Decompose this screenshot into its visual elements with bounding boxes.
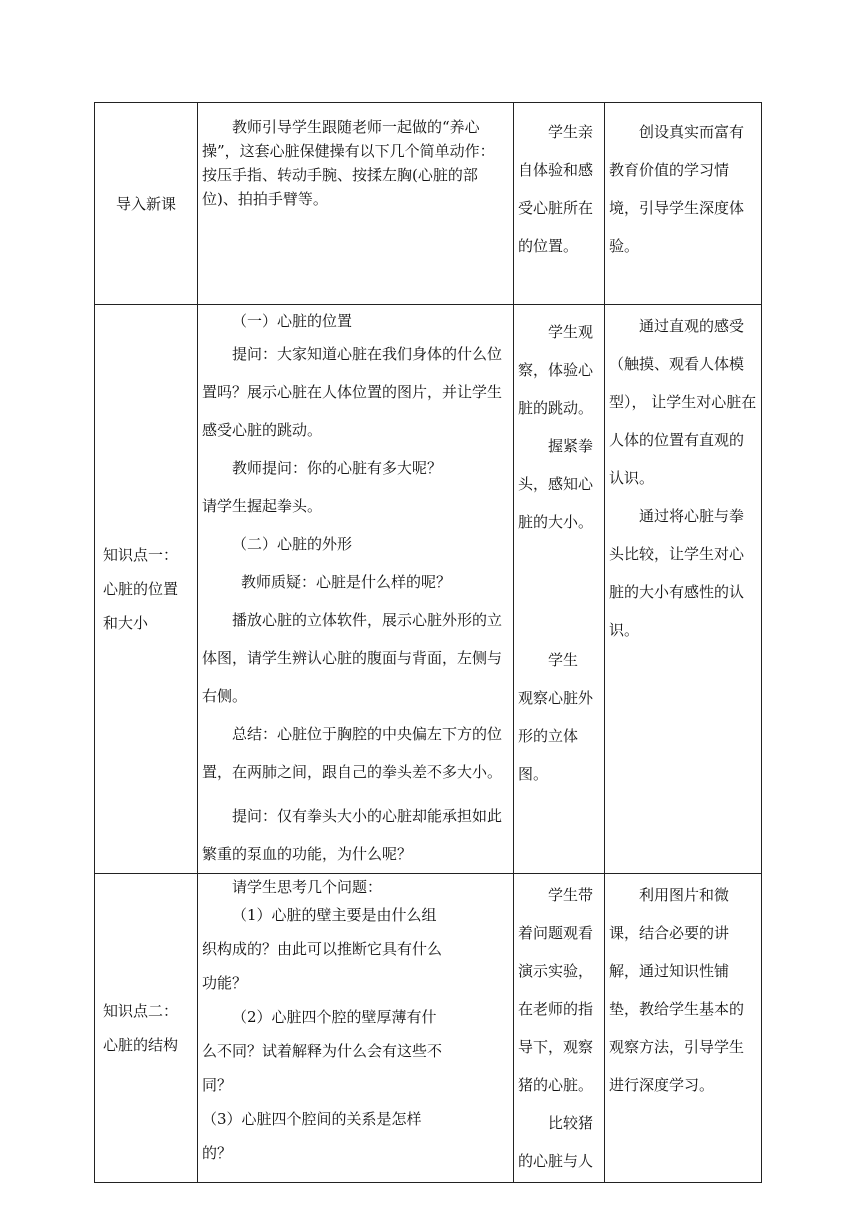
stage-cell [95, 103, 198, 305]
activity-text: 请学生握起拳头。 [202, 497, 323, 515]
activity-text: 的？ [202, 1144, 233, 1162]
design-intent-cell [605, 305, 762, 874]
student-text: 握紧拳头，感知心脏的大小。 [518, 437, 594, 531]
student-text: 学生观察，体验心脏的跳动。 [518, 323, 594, 417]
stage-label: 心脏的结构 [103, 1036, 179, 1054]
stage-cell [95, 305, 198, 874]
intent-text: 通过将心脏与拳头比较，让学生对心脏的大小有感性的认识。 [609, 507, 745, 639]
teacher-activity-cell [198, 874, 514, 1183]
activity-text: 提问：大家知道心脏在我们身体的什么位置吗？展示心脏在人体位置的图片，并让学生感受心脏的跳动。 [202, 345, 503, 439]
stage-label: 知识点二： [103, 1002, 179, 1020]
spacer [518, 541, 600, 641]
teacher-activity-cell [198, 305, 514, 874]
activity-text: 功能？ [202, 974, 248, 992]
intent-text: 利用图片和微课，结合必要的讲解，通过知识性铺垫，教给学生基本的观察方法，引导学生进行深度学习。 [609, 886, 745, 1094]
activity-text: 教师提问：你的心脏有多大呢？ [232, 459, 443, 477]
student-text: 学生带着问题观看演示实验，在老师的指导下，观察猪的心脏。 [518, 886, 594, 1094]
student-activity-cell [514, 103, 605, 305]
stage-label: 和大小 [103, 614, 149, 632]
section-heading: （二）心脏的外形 [232, 535, 353, 553]
stage-label: 心脏的位置 [103, 580, 179, 598]
activity-text: （1）心脏的壁主要是由什么组 [232, 906, 437, 924]
activity-text: （3）心脏四个腔间的关系是怎样 [202, 1110, 422, 1128]
stage-label: 知识点一： [103, 546, 179, 564]
activity-text: 总结：心脏位于胸腔的中央偏左下方的位置，在两肺之间，跟自己的拳头差不多大小。 [202, 725, 503, 781]
activity-text: 请学生思考几个问题： [232, 878, 383, 896]
design-intent-cell [605, 103, 762, 305]
section-heading: （一）心脏的位置 [232, 312, 353, 330]
activity-text: 提问：仅有拳头大小的心脏却能承担如此繁重的泵血的功能，为什么呢？ [202, 807, 503, 863]
activity-text: 同？ [202, 1076, 233, 1094]
activity-text: 教师引导学生跟随老师一起做的“养心操”，这套心脏保健操有以下几个简单动作： 按压手指、转动手腕、按揉左胸(心脏的部位)、拍拍手臂等。 [202, 118, 495, 208]
student-activity-cell [514, 305, 605, 874]
lesson-plan-table [94, 102, 762, 1183]
student-text: 学生 [548, 651, 579, 669]
activity-text: 教师质疑：心脏是什么样的呢？ [241, 573, 452, 591]
student-text: 比较猪的心脏与人 [518, 1114, 594, 1170]
activity-text: （2）心脏四个腔的壁厚薄有什 [232, 1008, 437, 1026]
activity-text: 么不同？试着解释为什么会有这些不 [202, 1042, 443, 1060]
design-intent-cell [605, 874, 762, 1183]
intent-text: 通过直观的感受（触摸、观看人体模型）， 让学生对心脏在人体的位置有直观的认识。 [609, 317, 757, 487]
table-row [95, 874, 762, 1183]
student-text: 观察心脏外形的立体图。 [518, 689, 594, 783]
student-activity-cell [514, 874, 605, 1183]
table-row [95, 305, 762, 874]
stage-label: 导入新课 [115, 194, 176, 213]
intent-text: 创设真实而富有教育价值的学习情境，引导学生深度体验。 [609, 123, 745, 255]
activity-text: 播放心脏的立体软件，展示心脏外形的立体图，请学生辨认心脏的腹面与背面，左侧与右侧。 [202, 611, 503, 705]
student-text: 学生亲自体验和感受心脏所在的位置。 [518, 123, 594, 255]
stage-cell [95, 874, 198, 1183]
teacher-activity-cell [198, 103, 514, 305]
table-row [95, 103, 762, 305]
activity-text: 织构成的？由此可以推断它具有什么 [202, 940, 443, 958]
